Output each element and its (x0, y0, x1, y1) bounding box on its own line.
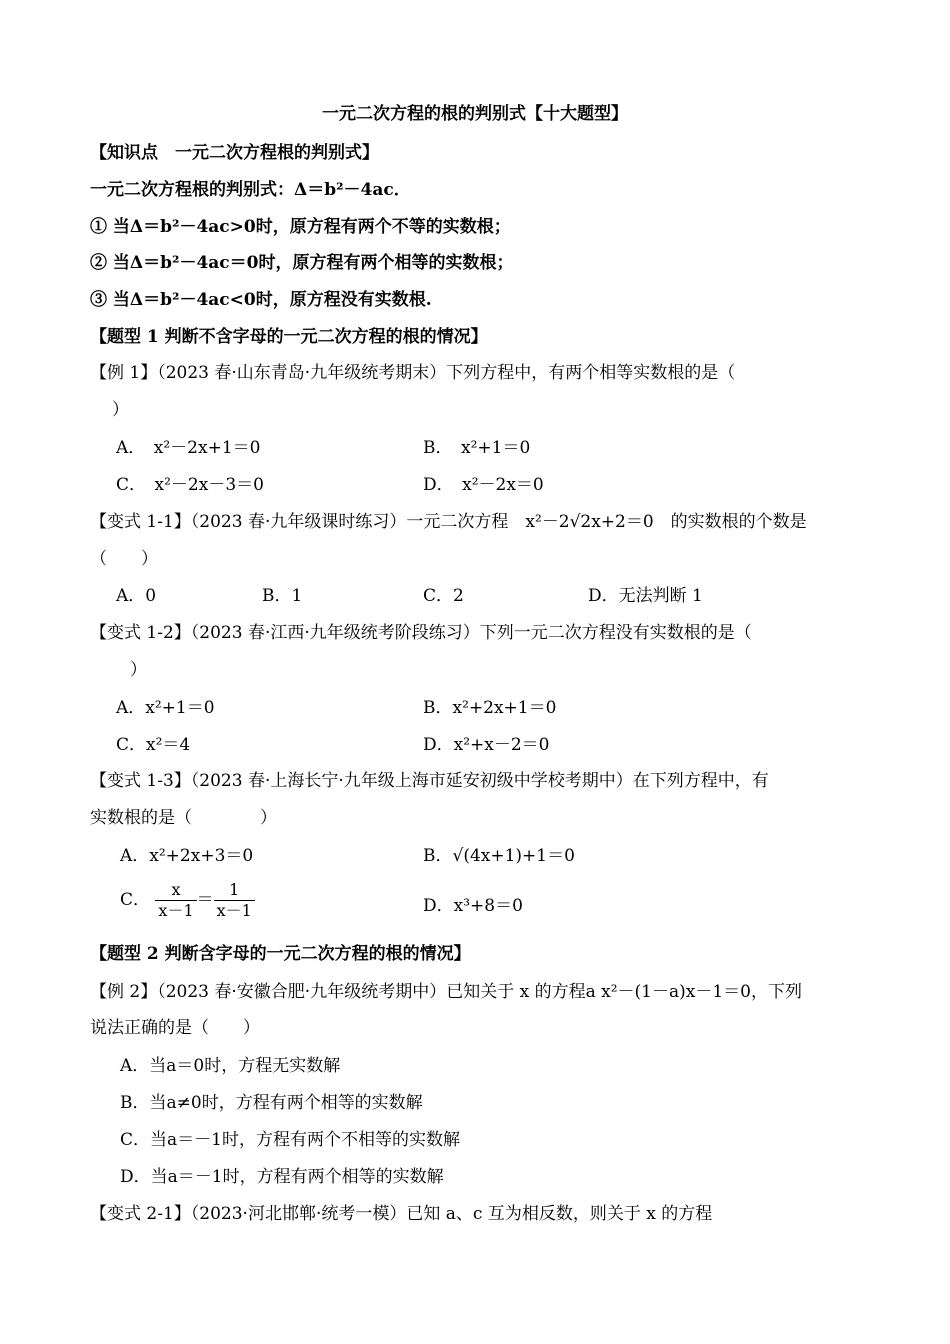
variant13-stem: 【变式 1-3】（2023 春·上海长宁·九年级上海市延安初级中学校考期中）在下列方程中，有 (90, 771, 769, 791)
example2-stem-cont: 说法正确的是（ ） (90, 1018, 260, 1038)
example2-stem: 【例 2】（2023 春·安徽合肥·九年级统考期中）已知关于 x 的方程a x²－(1－a)x－1＝0，下列 (90, 982, 802, 1002)
variant13-option-c (120, 880, 255, 921)
type2-heading: 【题型 2 判断含字母的一元二次方程的根的情况】 (90, 944, 471, 964)
fraction-left (155, 880, 196, 921)
variant12-option-b: B．x²+2x+1＝0 (423, 698, 557, 718)
variant13-option-b: B．√(4x+1)+1＝0 (423, 846, 575, 866)
example2-option-d: D．当a＝－1时，方程有两个相等的实数解 (120, 1167, 444, 1187)
example1-stem-cont: ） (112, 400, 129, 420)
variant13-stem-cont: 实数根的是（ ） (90, 808, 277, 828)
variant12-stem-cont: ） (130, 660, 147, 680)
variant12-option-a: A．x²+1＝0 (116, 698, 215, 718)
example1-option-d: D． x²－2x＝0 (423, 475, 544, 495)
example2-option-a: A．当a＝0时，方程无实数解 (120, 1056, 341, 1076)
example1-option-a: A． x²－2x+1＝0 (116, 438, 261, 458)
variant12-option-c: C．x²＝4 (116, 735, 191, 755)
fraction-numerator: x (155, 880, 196, 901)
knowledge-heading: 【知识点 一元二次方程根的判别式】 (90, 143, 379, 163)
fraction-numerator: 1 (214, 880, 255, 901)
fraction-right (214, 880, 255, 921)
case-negative: ③ 当Δ＝b²－4ac<0时，原方程没有实数根. (90, 290, 432, 310)
variant11-stem: 【变式 1-1】（2023 春·九年级课时练习）一元二次方程 x²－2√2x+2＝0 的实数根的个数是 (90, 512, 807, 532)
discriminant-definition: 一元二次方程根的判别式：Δ＝b²－4ac． (90, 180, 411, 200)
document-title: 一元二次方程的根的判别式【十大题型】 (322, 104, 628, 124)
case-zero: ② 当Δ＝b²－4ac＝0时，原方程有两个相等的实数根； (90, 253, 514, 273)
option-label: C． (120, 890, 151, 910)
variant11-stem-cont: （ ） (90, 549, 158, 569)
case-positive: ① 当Δ＝b²－4ac>0时，原方程有两个不等的实数根； (90, 217, 511, 237)
variant11-option-a: A．0 (116, 586, 157, 606)
fraction-denominator: x－1 (216, 901, 252, 920)
fraction-denominator: x－1 (158, 901, 194, 920)
variant13-option-a: A．x²+2x+3＝0 (120, 846, 254, 866)
equals-sign: ＝ (196, 890, 214, 910)
variant11-option-d: D．无法判断 1 (588, 586, 703, 606)
example1-option-c: C． x²－2x－3＝0 (116, 475, 264, 495)
example2-option-b: B．当a≠0时，方程有两个相等的实数解 (120, 1093, 423, 1113)
variant11-option-b: B．1 (262, 586, 303, 606)
example2-option-c: C．当a＝－1时，方程有两个不相等的实数解 (120, 1130, 460, 1150)
example1-option-b: B． x²+1＝0 (423, 438, 531, 458)
variant12-option-d: D．x²+x－2＝0 (423, 735, 550, 755)
variant13-option-d: D．x³+8＝0 (423, 896, 523, 916)
type1-heading: 【题型 1 判断不含字母的一元二次方程的根的情况】 (90, 327, 488, 347)
variant21-stem: 【变式 2-1】（2023·河北邯郸·统考一模）已知 a、c 互为相反数，则关于 x 的方程 (90, 1204, 713, 1224)
variant12-stem: 【变式 1-2】（2023 春·江西·九年级统考阶段练习）下列一元二次方程没有实数根的是（ (90, 623, 752, 643)
variant11-option-c: C．2 (423, 586, 464, 606)
example1-stem: 【例 1】（2023 春·山东青岛·九年级统考期末）下列方程中，有两个相等实数根的是（ (90, 363, 736, 383)
